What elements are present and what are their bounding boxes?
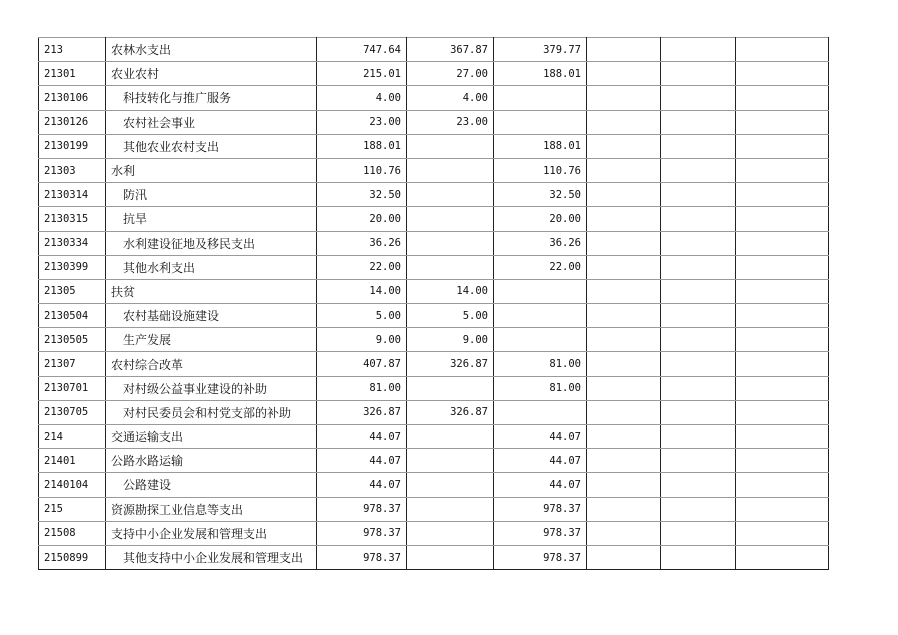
cell-empty — [736, 352, 829, 376]
cell-empty — [736, 328, 829, 352]
table-row — [39, 497, 829, 521]
table-row — [39, 545, 829, 569]
cell-code: 2140104 — [39, 473, 106, 497]
cell-total: 4.00 — [317, 86, 407, 110]
cell-code: 2130106 — [39, 86, 106, 110]
cell-empty — [587, 134, 661, 158]
cell-total: 81.00 — [317, 376, 407, 400]
cell-total: 20.00 — [317, 207, 407, 231]
cell-empty — [587, 231, 661, 255]
cell-basic — [407, 497, 494, 521]
cell-empty — [736, 497, 829, 521]
cell-name: 抗旱 — [106, 207, 317, 231]
cell-empty — [661, 134, 736, 158]
cell-empty — [736, 425, 829, 449]
cell-code: 215 — [39, 497, 106, 521]
cell-basic — [407, 231, 494, 255]
cell-name: 其他水利支出 — [106, 255, 317, 279]
cell-total: 23.00 — [317, 110, 407, 134]
cell-code: 21401 — [39, 449, 106, 473]
cell-empty — [587, 255, 661, 279]
cell-empty — [587, 352, 661, 376]
cell-empty — [587, 449, 661, 473]
cell-total: 5.00 — [317, 304, 407, 328]
cell-empty — [736, 38, 829, 62]
cell-basic — [407, 376, 494, 400]
table-row — [39, 304, 829, 328]
cell-project: 978.37 — [494, 521, 587, 545]
cell-empty — [661, 255, 736, 279]
cell-empty — [587, 328, 661, 352]
table-row — [39, 400, 829, 424]
cell-basic: 14.00 — [407, 279, 494, 303]
cell-empty — [587, 207, 661, 231]
cell-total: 110.76 — [317, 158, 407, 182]
cell-code: 2130399 — [39, 255, 106, 279]
table-row — [39, 62, 829, 86]
cell-empty — [661, 183, 736, 207]
cell-empty — [587, 110, 661, 134]
cell-empty — [661, 545, 736, 569]
cell-empty — [736, 521, 829, 545]
cell-project: 978.37 — [494, 497, 587, 521]
cell-total: 747.64 — [317, 38, 407, 62]
cell-empty — [661, 352, 736, 376]
cell-project: 32.50 — [494, 183, 587, 207]
cell-project: 188.01 — [494, 62, 587, 86]
cell-empty — [587, 158, 661, 182]
cell-name: 支持中小企业发展和管理支出 — [106, 521, 317, 545]
cell-total: 44.07 — [317, 425, 407, 449]
cell-name: 水利建设征地及移民支出 — [106, 231, 317, 255]
table-row — [39, 134, 829, 158]
table-row — [39, 255, 829, 279]
cell-project: 36.26 — [494, 231, 587, 255]
cell-project: 44.07 — [494, 449, 587, 473]
cell-project — [494, 328, 587, 352]
cell-name: 其他农业农村支出 — [106, 134, 317, 158]
table-row — [39, 231, 829, 255]
cell-basic — [407, 521, 494, 545]
cell-empty — [736, 62, 829, 86]
cell-name: 农村社会事业 — [106, 110, 317, 134]
cell-basic — [407, 134, 494, 158]
budget-table-body — [39, 38, 829, 570]
cell-empty — [587, 545, 661, 569]
cell-basic: 5.00 — [407, 304, 494, 328]
cell-name: 科技转化与推广服务 — [106, 86, 317, 110]
cell-basic — [407, 473, 494, 497]
cell-name: 对村级公益事业建设的补助 — [106, 376, 317, 400]
cell-project: 188.01 — [494, 134, 587, 158]
cell-total: 978.37 — [317, 521, 407, 545]
cell-empty — [661, 110, 736, 134]
cell-project: 379.77 — [494, 38, 587, 62]
cell-empty — [736, 134, 829, 158]
table-row — [39, 521, 829, 545]
cell-code: 2130314 — [39, 183, 106, 207]
cell-code: 2130505 — [39, 328, 106, 352]
cell-total: 215.01 — [317, 62, 407, 86]
cell-total: 978.37 — [317, 545, 407, 569]
cell-basic: 27.00 — [407, 62, 494, 86]
cell-total: 9.00 — [317, 328, 407, 352]
cell-name: 公路水路运输 — [106, 449, 317, 473]
cell-code: 21301 — [39, 62, 106, 86]
table-row — [39, 86, 829, 110]
cell-empty — [736, 86, 829, 110]
table-row — [39, 110, 829, 134]
cell-empty — [736, 110, 829, 134]
table-row — [39, 328, 829, 352]
cell-total: 407.87 — [317, 352, 407, 376]
cell-empty — [661, 521, 736, 545]
cell-basic — [407, 255, 494, 279]
cell-empty — [736, 255, 829, 279]
cell-basic — [407, 183, 494, 207]
cell-project: 81.00 — [494, 376, 587, 400]
budget-table — [38, 37, 829, 570]
cell-empty — [736, 231, 829, 255]
cell-code: 21307 — [39, 352, 106, 376]
cell-empty — [661, 62, 736, 86]
cell-project: 22.00 — [494, 255, 587, 279]
table-row — [39, 38, 829, 62]
cell-name: 扶贫 — [106, 279, 317, 303]
cell-basic: 326.87 — [407, 352, 494, 376]
cell-empty — [587, 279, 661, 303]
cell-name: 农村基础设施建设 — [106, 304, 317, 328]
cell-project — [494, 400, 587, 424]
cell-code: 21508 — [39, 521, 106, 545]
cell-empty — [661, 207, 736, 231]
table-row — [39, 207, 829, 231]
cell-total: 326.87 — [317, 400, 407, 424]
cell-empty — [661, 38, 736, 62]
table-row — [39, 183, 829, 207]
cell-total: 44.07 — [317, 449, 407, 473]
cell-basic: 367.87 — [407, 38, 494, 62]
cell-empty — [661, 231, 736, 255]
cell-basic — [407, 158, 494, 182]
cell-empty — [661, 328, 736, 352]
cell-basic — [407, 207, 494, 231]
cell-empty — [587, 400, 661, 424]
cell-empty — [661, 86, 736, 110]
cell-basic: 9.00 — [407, 328, 494, 352]
cell-code: 2130199 — [39, 134, 106, 158]
cell-total: 14.00 — [317, 279, 407, 303]
table-row — [39, 473, 829, 497]
cell-name: 公路建设 — [106, 473, 317, 497]
cell-total: 978.37 — [317, 497, 407, 521]
cell-name: 水利 — [106, 158, 317, 182]
cell-name: 农村综合改革 — [106, 352, 317, 376]
cell-project: 44.07 — [494, 473, 587, 497]
cell-basic: 4.00 — [407, 86, 494, 110]
cell-basic — [407, 425, 494, 449]
table-row — [39, 352, 829, 376]
cell-code: 2130334 — [39, 231, 106, 255]
cell-code: 21305 — [39, 279, 106, 303]
cell-empty — [587, 521, 661, 545]
cell-basic: 326.87 — [407, 400, 494, 424]
cell-empty — [736, 545, 829, 569]
cell-empty — [661, 279, 736, 303]
cell-code: 2130705 — [39, 400, 106, 424]
cell-total: 32.50 — [317, 183, 407, 207]
cell-name: 农林水支出 — [106, 38, 317, 62]
table-row — [39, 425, 829, 449]
cell-code: 213 — [39, 38, 106, 62]
cell-total: 22.00 — [317, 255, 407, 279]
cell-empty — [661, 497, 736, 521]
cell-empty — [587, 183, 661, 207]
cell-code: 214 — [39, 425, 106, 449]
cell-code: 21303 — [39, 158, 106, 182]
cell-code: 2130504 — [39, 304, 106, 328]
cell-empty — [736, 207, 829, 231]
table-row — [39, 279, 829, 303]
cell-empty — [736, 158, 829, 182]
cell-empty — [736, 400, 829, 424]
cell-empty — [661, 158, 736, 182]
cell-empty — [587, 425, 661, 449]
cell-empty — [587, 38, 661, 62]
cell-name: 农业农村 — [106, 62, 317, 86]
cell-basic: 23.00 — [407, 110, 494, 134]
cell-empty — [736, 279, 829, 303]
cell-empty — [587, 86, 661, 110]
cell-empty — [661, 425, 736, 449]
table-row — [39, 376, 829, 400]
cell-name: 资源勘探工业信息等支出 — [106, 497, 317, 521]
cell-name: 防汛 — [106, 183, 317, 207]
cell-empty — [736, 183, 829, 207]
cell-empty — [661, 376, 736, 400]
cell-project: 978.37 — [494, 545, 587, 569]
cell-project — [494, 304, 587, 328]
cell-code: 2130315 — [39, 207, 106, 231]
cell-empty — [736, 449, 829, 473]
cell-empty — [587, 304, 661, 328]
cell-empty — [587, 497, 661, 521]
cell-name: 交通运输支出 — [106, 425, 317, 449]
cell-empty — [587, 376, 661, 400]
cell-total: 44.07 — [317, 473, 407, 497]
cell-project: 44.07 — [494, 425, 587, 449]
cell-empty — [661, 400, 736, 424]
table-row — [39, 449, 829, 473]
cell-project: 20.00 — [494, 207, 587, 231]
cell-project — [494, 110, 587, 134]
table-row — [39, 158, 829, 182]
cell-project — [494, 279, 587, 303]
cell-name: 生产发展 — [106, 328, 317, 352]
cell-name: 其他支持中小企业发展和管理支出 — [106, 545, 317, 569]
cell-empty — [661, 473, 736, 497]
cell-total: 188.01 — [317, 134, 407, 158]
cell-code: 2130701 — [39, 376, 106, 400]
cell-empty — [661, 449, 736, 473]
cell-project: 110.76 — [494, 158, 587, 182]
cell-empty — [661, 304, 736, 328]
cell-code: 2150899 — [39, 545, 106, 569]
cell-basic — [407, 449, 494, 473]
cell-name: 对村民委员会和村党支部的补助 — [106, 400, 317, 424]
cell-total: 36.26 — [317, 231, 407, 255]
cell-empty — [587, 62, 661, 86]
cell-code: 2130126 — [39, 110, 106, 134]
cell-empty — [736, 473, 829, 497]
cell-project: 81.00 — [494, 352, 587, 376]
cell-empty — [736, 376, 829, 400]
cell-project — [494, 86, 587, 110]
cell-empty — [587, 473, 661, 497]
cell-empty — [736, 304, 829, 328]
cell-basic — [407, 545, 494, 569]
